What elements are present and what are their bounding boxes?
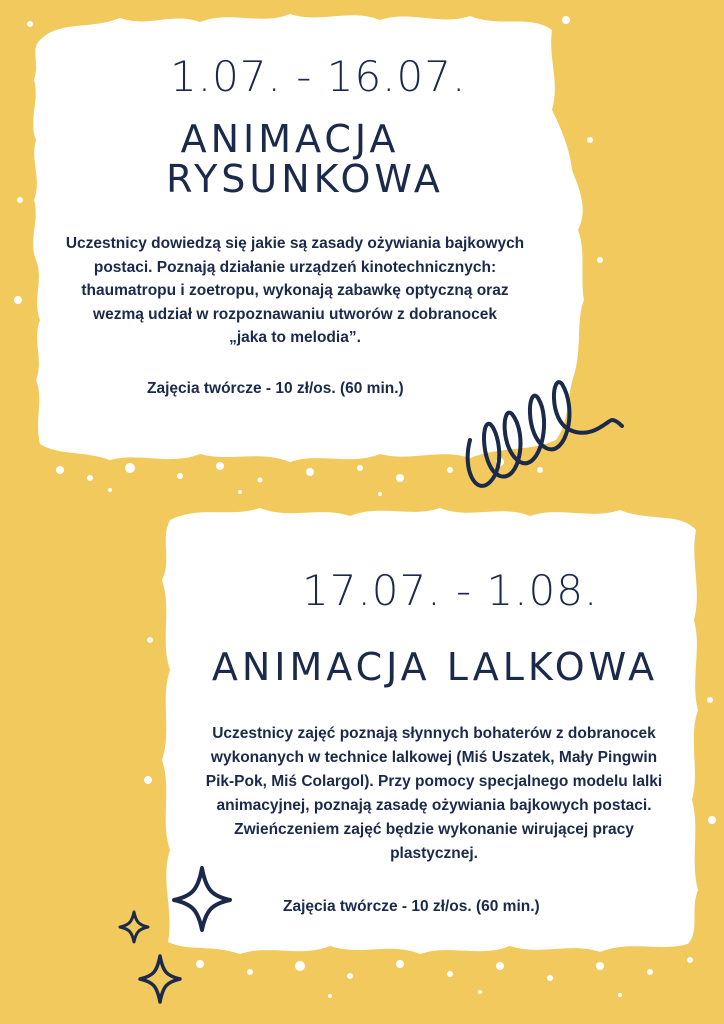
section2-price: Zajęcia twórcze - 10 zł/os. (60 min.)	[283, 898, 540, 915]
section1-desc-line: „jaka to melodia”.	[229, 329, 361, 346]
section1-price: Zajęcia twórcze - 10 zł/os. (60 min.)	[147, 380, 404, 397]
section2-desc-line: animacyjnej, poznają zasadę ożywiania bajkowych postaci.	[216, 797, 652, 814]
section1-description	[30, 232, 560, 350]
section2-title: ANIMACJA LALKOWA	[211, 645, 659, 689]
section1-title-line2: RYSUNKOWA	[166, 157, 444, 201]
section2-desc-line: plastycznej.	[390, 845, 478, 862]
section1-date: 1.07. - 16.07.	[170, 52, 467, 101]
section2-desc-line: wykonanych w technice lalkowej (Miś Uszatek, Mały Pingwin	[210, 749, 658, 766]
section2-desc-line: Pik-Pok, Miś Colargol). Przy pomocy specjalnego modelu lalki	[205, 773, 663, 790]
section2-desc-line: Zwieńczeniem zajęć będzie wykonanie wirującej pracy	[234, 821, 634, 838]
section1-desc-line: thaumatropu i zoetropu, wykonają zabawkę optyczną oraz	[81, 282, 509, 299]
section1-desc-line: Uczestnicy dowiedzą się jakie są zasady ożywiania bajkowych	[65, 235, 525, 252]
section2-description	[168, 722, 700, 866]
section2-desc-line: Uczestnicy zajęć poznają słynnych bohaterów z dobranocek	[212, 725, 656, 742]
section1-desc-line: postaci. Poznają działanie urządzeń kinotechnicznych:	[93, 258, 497, 276]
section1-desc-line: wezmą udział w rozpoznawaniu utworów z dobranocek	[93, 305, 497, 323]
section2-date: 17.07. - 1.08.	[302, 566, 599, 615]
section1-title-line1: ANIMACJA	[180, 117, 400, 161]
